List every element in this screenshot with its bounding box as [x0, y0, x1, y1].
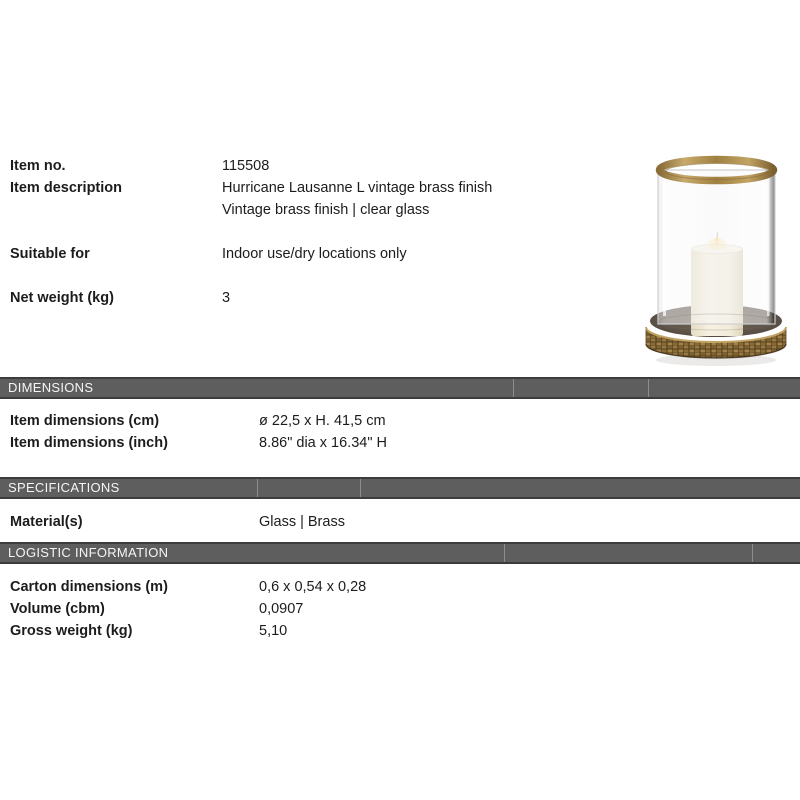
section-header-dimensions — [0, 377, 800, 399]
info-row-item-description-line2 — [0, 200, 640, 220]
gross-weight-label: Gross weight (kg) — [10, 623, 133, 639]
net-weight-label: Net weight (kg) — [10, 290, 114, 306]
info-row-item-description — [0, 178, 640, 198]
materials-value: Glass | Brass — [259, 514, 345, 530]
volume-label: Volume (cbm) — [10, 601, 105, 617]
item-description-label: Item description — [10, 180, 122, 196]
header-cell-divider — [648, 379, 649, 397]
header-cell-divider — [257, 479, 258, 497]
specifications-row-materials — [0, 512, 640, 532]
dimensions-row-inch — [0, 433, 640, 453]
info-row-item-no — [0, 156, 640, 176]
section-title-specifications: SPECIFICATIONS — [8, 480, 120, 495]
info-row-net-weight — [0, 288, 640, 308]
carton-dimensions-label: Carton dimensions (m) — [10, 579, 168, 595]
info-row-suitable-for — [0, 244, 640, 264]
dimensions-row-cm — [0, 411, 640, 431]
item-dimensions-inch-value: 8.86" dia x 16.34" H — [259, 435, 387, 451]
item-description-value-line2: Vintage brass finish | clear glass — [222, 202, 430, 218]
product-photo-hurricane-candle-holder — [634, 146, 798, 370]
section-title-dimensions: DIMENSIONS — [8, 380, 94, 395]
suitable-for-label: Suitable for — [10, 246, 90, 262]
item-dimensions-inch-label: Item dimensions (inch) — [10, 435, 168, 451]
section-header-logistic-information — [0, 542, 800, 564]
logistic-row-volume — [0, 599, 640, 619]
suitable-for-value: Indoor use/dry locations only — [222, 246, 407, 262]
item-dimensions-cm-value: ø 22,5 x H. 41,5 cm — [259, 413, 386, 429]
logistic-row-gross-weight — [0, 621, 640, 641]
net-weight-value: 3 — [222, 290, 231, 306]
header-cell-divider — [360, 479, 361, 497]
header-cell-divider — [504, 544, 505, 562]
logistic-row-carton-dimensions — [0, 577, 640, 597]
gross-weight-value: 5,10 — [259, 623, 288, 639]
item-description-value: Hurricane Lausanne L vintage brass finish — [222, 180, 493, 196]
header-cell-divider — [752, 544, 753, 562]
materials-label: Material(s) — [10, 514, 83, 530]
header-cell-divider — [513, 379, 514, 397]
item-no-value: 115508 — [222, 158, 270, 174]
section-title-logistic-information: LOGISTIC INFORMATION — [8, 545, 169, 560]
section-header-specifications — [0, 477, 800, 499]
item-dimensions-cm-label: Item dimensions (cm) — [10, 413, 160, 429]
glass-cylinder — [658, 170, 775, 330]
carton-dimensions-value: 0,6 x 0,54 x 0,28 — [259, 579, 367, 595]
volume-value: 0,0907 — [259, 601, 304, 617]
item-no-label: Item no. — [10, 158, 66, 174]
